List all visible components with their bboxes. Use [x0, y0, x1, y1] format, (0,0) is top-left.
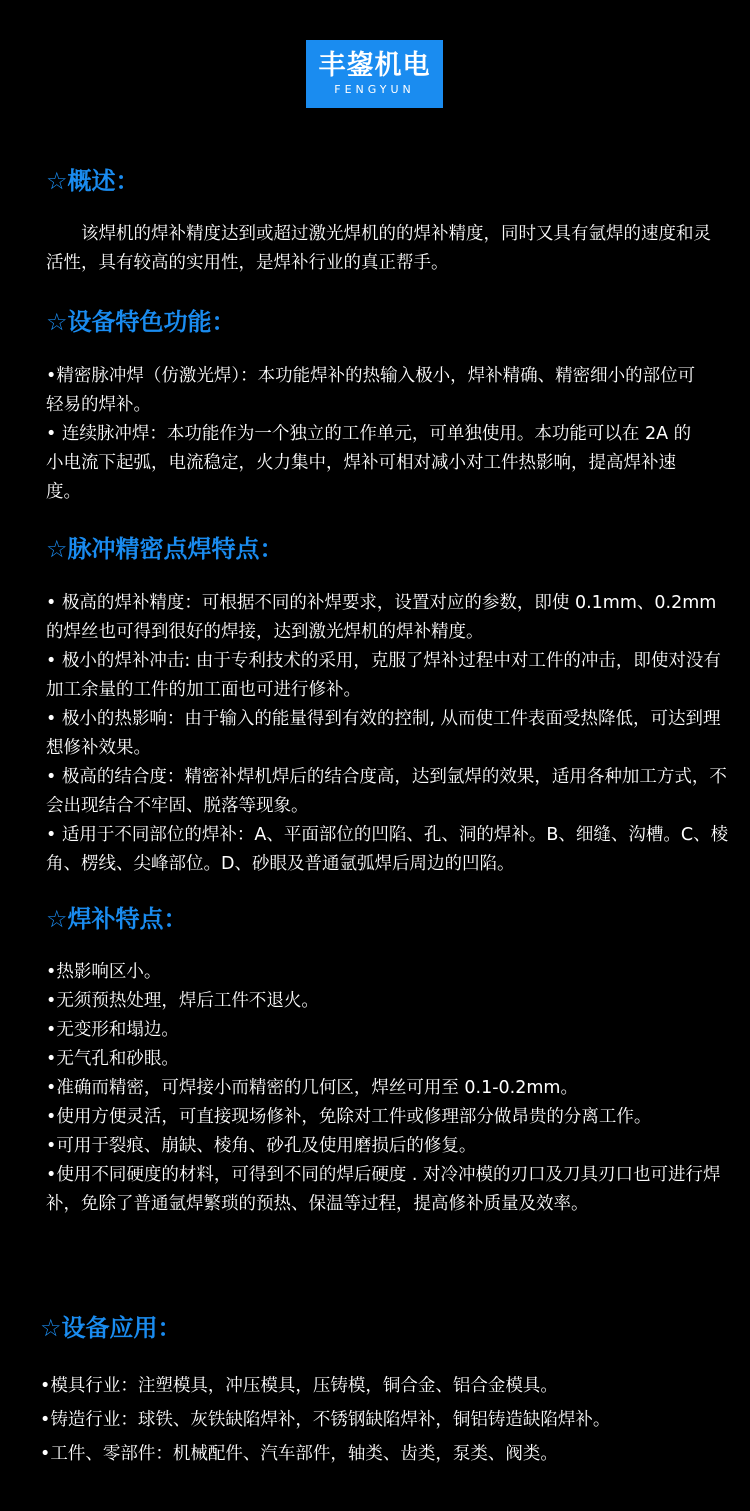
pulse-item-2: • 极小的焊补冲击: 由于专利技术的采用，克服了焊补过程中对工件的冲击，即使对没有加工余量的工件的加工面也可进行修补。: [46, 651, 721, 700]
pulse-item-1: • 极高的焊补精度：可根据不同的补焊要求，设置对应的参数，即使 0.1mm、0.2mm 的焊丝也可得到很好的焊接，达到激光焊机的焊补精度。: [46, 593, 717, 642]
logo-english-name: FENGYUN: [334, 83, 415, 96]
logo-chinese-name: 丰鋆机电: [318, 50, 431, 81]
application-list: [40, 1369, 720, 1471]
pulse-list: [46, 589, 736, 879]
pulse-item-5: • 适用于不同部位的焊补：A、平面部位的凹陷、孔、洞的焊补。B、细缝、沟槽。C、棱角、楞线、尖峰部位。D、砂眼及普通氩弧焊后周边的凹陷。: [46, 825, 729, 874]
overview-heading: ☆概述：: [46, 167, 140, 195]
features-item-1: •精密脉冲焊（仿激光焊）：本功能焊补的热输入极小，焊补精确、精密细小的部位可轻易的焊补。: [46, 366, 696, 415]
repair-item-4: •无气孔和砂眼。: [46, 1049, 179, 1069]
application-heading: ☆设备应用：: [40, 1314, 182, 1342]
overview-section: [46, 220, 726, 278]
application-item-1: •模具行业：注塑模具，冲压模具，压铸模，铜合金、铝合金模具。: [40, 1376, 558, 1396]
repair-item-8: •使用不同硬度的材料，可得到不同的焊后硬度 . 对冷冲模的刃口及刀具刃口也可进行焊补，免除了普通氩焊繁琐的预热、保温等过程，提高修补质量及效率。: [46, 1165, 721, 1214]
brand-logo: [306, 40, 443, 108]
application-item-2: •铸造行业：球铁、灰铁缺陷焊补，不锈钢缺陷焊补，铜铝铸造缺陷焊补。: [40, 1410, 611, 1430]
pulse-item-3: • 极小的热影响：由于输入的能量得到有效的控制, 从而使工件表面受热降低，可达到理想修补效果。: [46, 709, 721, 758]
features-heading: ☆设备特色功能：: [46, 308, 236, 336]
repair-heading: ☆焊补特点：: [46, 905, 188, 933]
repair-item-2: •无须预热处理，焊后工件不退火。: [46, 991, 319, 1011]
repair-item-7: •可用于裂痕、崩缺、棱角、砂孔及使用磨损后的修复。: [46, 1136, 477, 1156]
application-item-3: •工件、零部件：机械配件、汽车部件，轴类、齿类，泵类、阀类。: [40, 1444, 558, 1464]
repair-item-6: •使用方便灵活，可直接现场修补，免除对工件或修理部分做昂贵的分离工作。: [46, 1107, 652, 1127]
overview-text: 该焊机的焊补精度达到或超过激光焊机的的焊补精度，同时又具有氩焊的速度和灵活性，具有较高的实用性，是焊补行业的真正帮手。: [46, 224, 711, 273]
repair-list: [46, 958, 726, 1219]
features-list: [46, 362, 706, 507]
repair-item-3: •无变形和塌边。: [46, 1020, 179, 1040]
repair-item-5: •准确而精密，可焊接小而精密的几何区，焊丝可用至 0.1-0.2mm。: [46, 1078, 578, 1098]
pulse-item-4: • 极高的结合度：精密补焊机焊后的结合度高，达到氩焊的效果，适用各种加工方式，不会出现结合不牢固、脱落等现象。: [46, 767, 727, 816]
repair-item-1: •热影响区小。: [46, 962, 162, 982]
features-item-2: • 连续脉冲焊：本功能作为一个独立的工作单元，可单独使用。本功能可以在 2A 的小电流下起弧，电流稳定，火力集中，焊补可相对减小对工件热影响，提高焊补速度。: [46, 424, 692, 502]
pulse-heading: ☆脉冲精密点焊特点：: [46, 535, 284, 563]
